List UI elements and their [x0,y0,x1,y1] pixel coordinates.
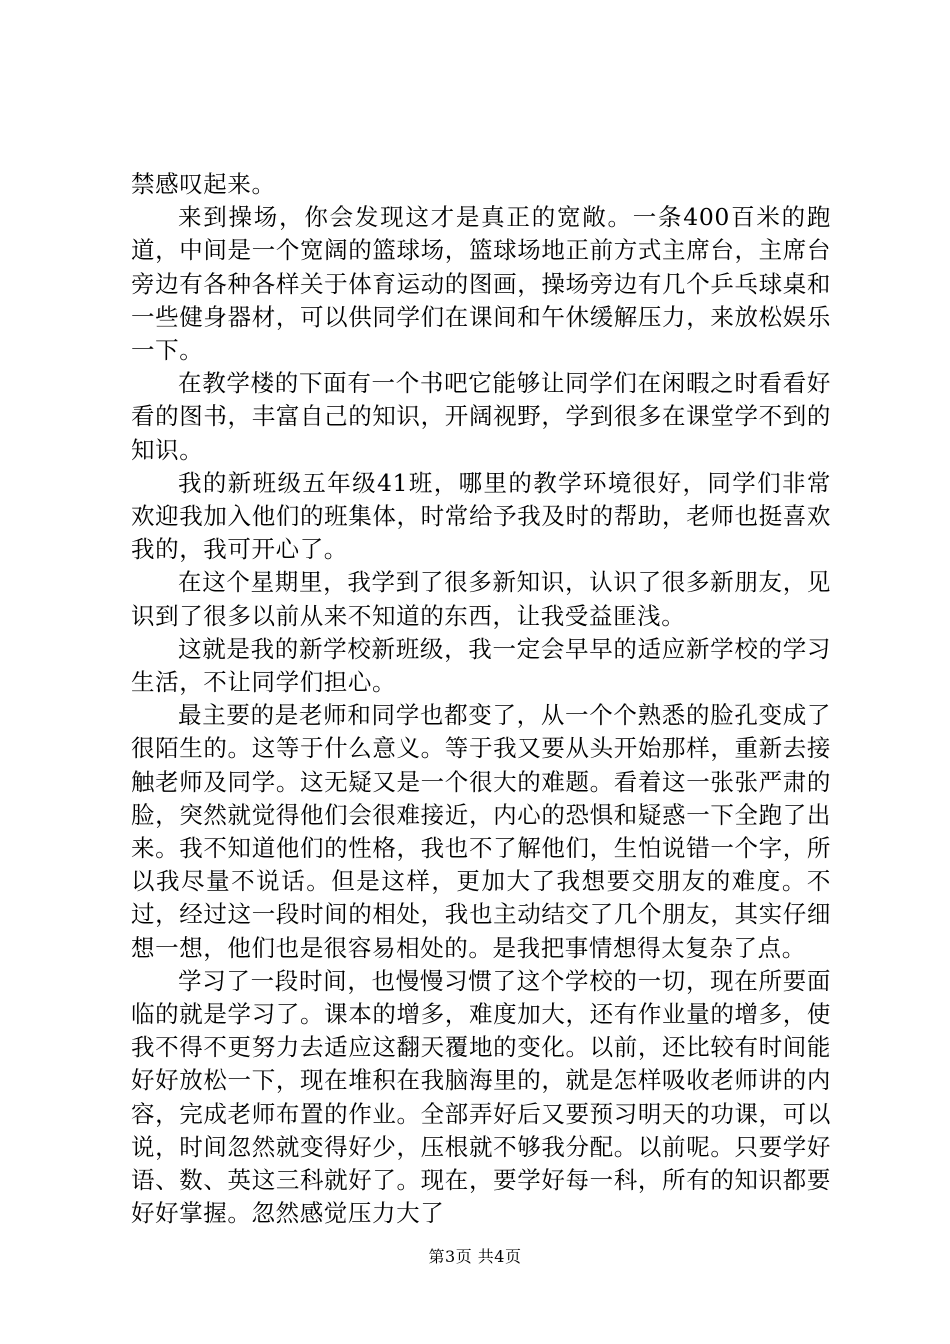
paragraph-teachers-classmates: 最主要的是老师和同学也都变了，从一个个熟悉的脸孔变成了很陌生的。这等于什么意义。等于我又要从头开始那样，重新去接触老师及同学。这无疑又是一个很大的难题。看着这一张张严肃的脸，突然就觉得他们会很难接近，内心的恐惧和疑惑一下全跑了出来。我不知道他们的性格，我也不了解他们，生怕说错一个字，所以我尽量不说话。但是这样，更加大了我想要交朋友的难度。不过，经过这一段时间的相处，我也主动结交了几个朋友，其实仔细想一想，他们也是很容易相处的。是我把事情想得太复杂了点。 [131,701,831,962]
page-number-footer: 第3页 共4页 [428,1247,522,1266]
paragraph-this-week: 在这个星期里，我学到了很多新知识，认识了很多新朋友，见识到了很多以前从来不知道的东西，让我受益匪浅。 [131,568,831,630]
paragraph-new-class: 我的新班级五年级41班，哪里的教学环境很好，同学们非常欢迎我加入他们的班集体，时常给予我及时的帮助，老师也挺喜欢我的，我可开心了。 [131,468,831,564]
paragraph-new-school: 这就是我的新学校新班级，我一定会早早的适应新学校的学习生活，不让同学们担心。 [131,634,831,697]
paragraph-continuation: 禁感叹起来。 [131,170,276,198]
paragraph-study-pressure: 学习了一段时间，也慢慢习惯了这个学校的一切，现在所要面临的就是学习了。课本的增多，难度加大，还有作业量的增多，使我不得不更努力去适应这翻天覆地的变化。以前，还比较有时间能好好放松一下，现在堆积在我脑海里的，就是怎样吸收老师讲的内容，完成老师布置的作业。全部弄好后又要预习明天的功课，可以说，时间忽然就变得好少，压根就不够我分配。以前呢。只要学好语、数、英这三科就好了。现在，要学好每一科，所有的知识都要好好掌握。忽然感觉压力大了 [131,966,831,1228]
document-body [131,168,831,1231]
paragraph-playground: 来到操场，你会发现这才是真正的宽敞。一条400百米的跑道，中间是一个宽阔的篮球场，篮球场地正前方式主席台，主席台旁边有各种各样关于体育运动的图画，操场旁边有几个乒乓球桌和一些健身器材，可以供同学们在课间和午休缓解压力，来放松娱乐一下。 [131,203,831,365]
paragraph-book-bar: 在教学楼的下面有一个书吧它能够让同学们在闲暇之时看看好看的图书，丰富自己的知识，开阔视野，学到很多在课堂学不到的知识。 [131,369,831,464]
